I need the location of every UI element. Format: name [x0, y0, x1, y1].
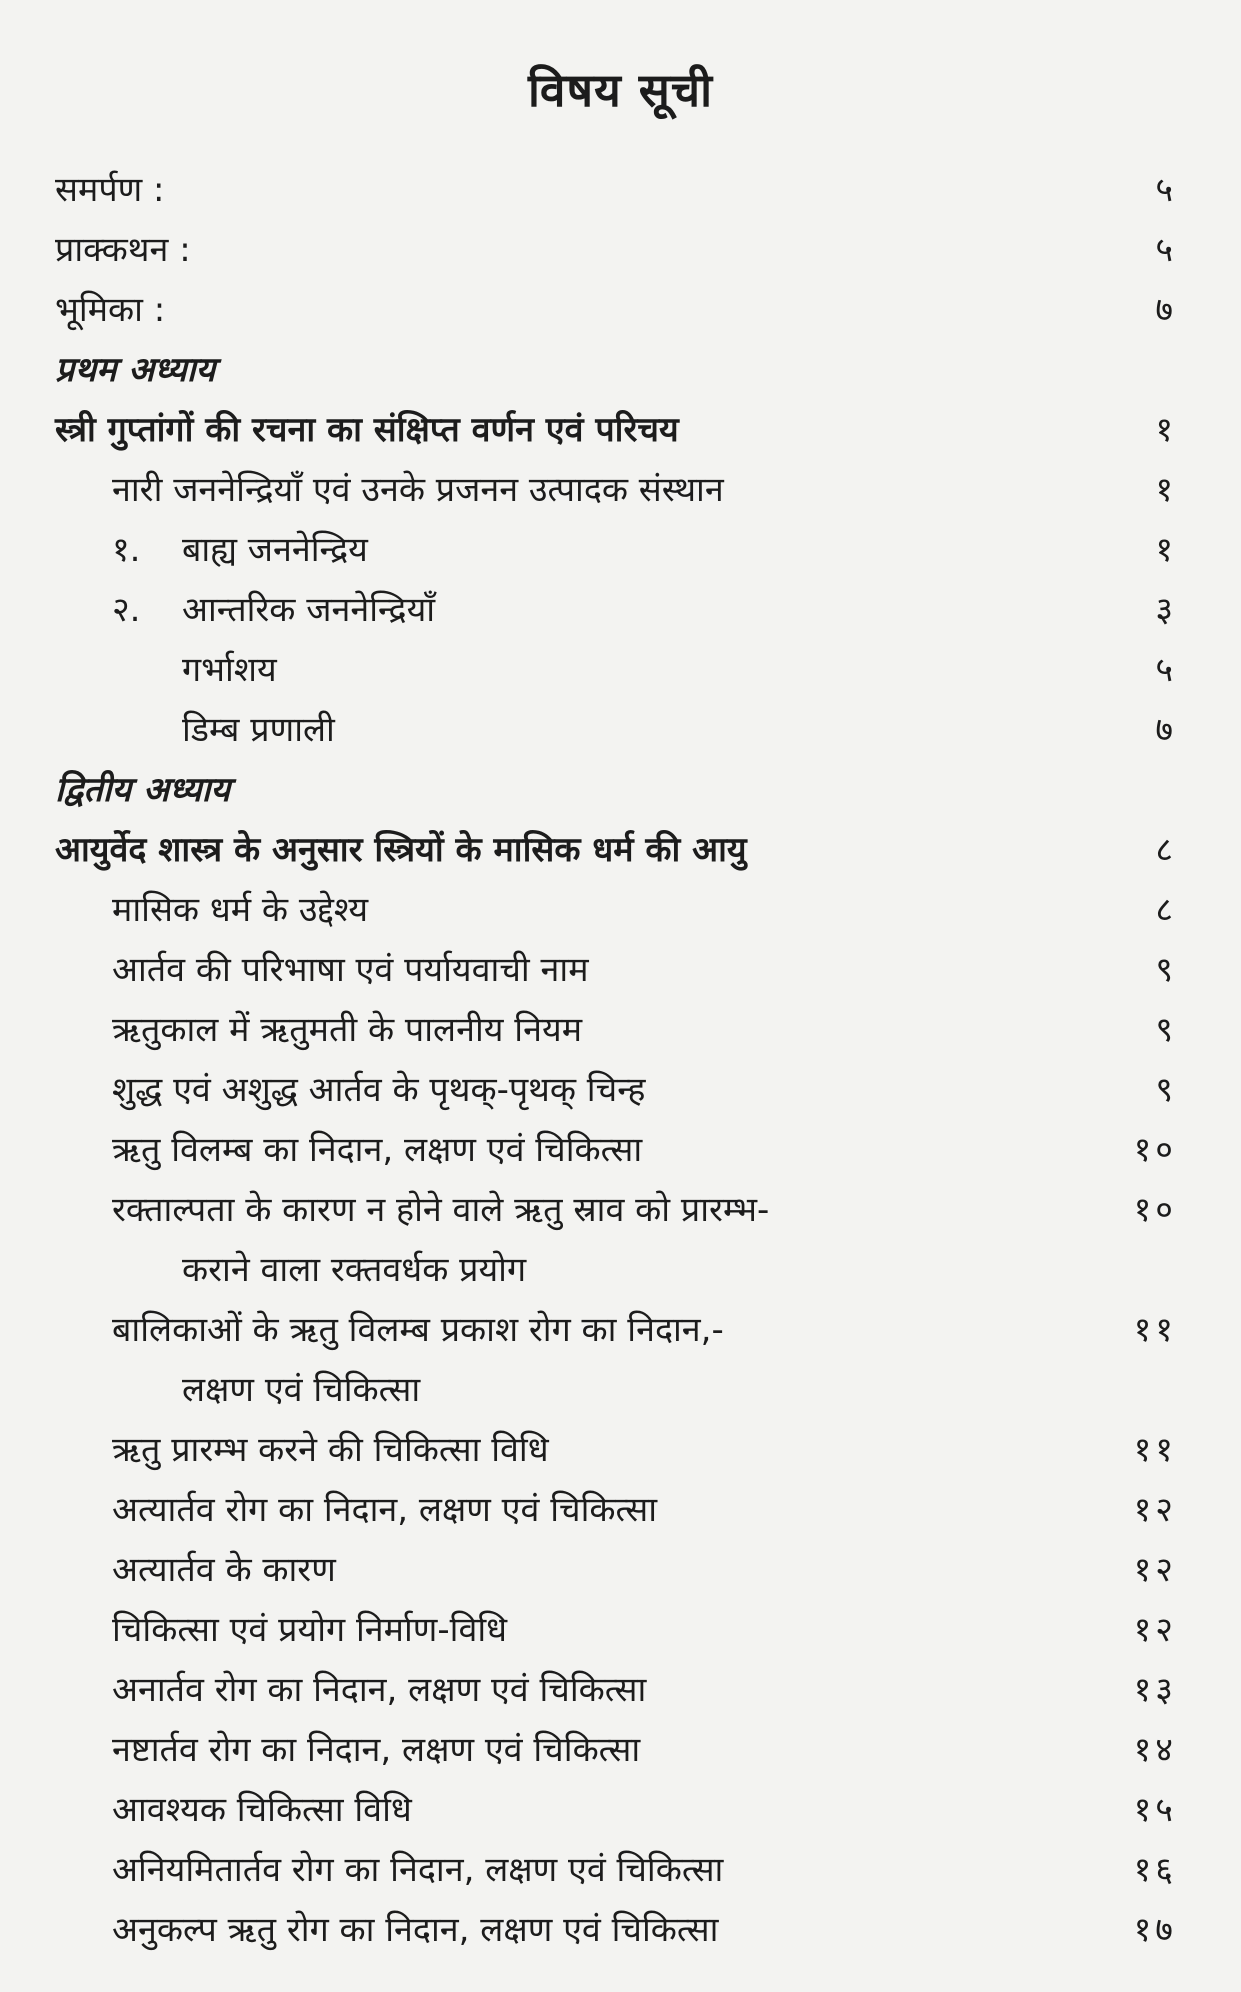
toc-entry-label: अत्यार्तव के कारण: [112, 1550, 336, 1590]
toc-entry-label: चिकित्सा एवं प्रयोग निर्माण-विधि: [112, 1610, 508, 1650]
toc-entry-label: ऋतु विलम्ब का निदान, लक्षण एवं चिकित्सा: [112, 1130, 643, 1170]
toc-entry-label: आवश्यक चिकित्सा विधि: [112, 1790, 412, 1830]
toc-entry-page: १७: [1133, 1910, 1177, 1950]
toc-entry-page: १२: [1133, 1610, 1177, 1650]
table-of-contents: [55, 160, 1185, 1960]
toc-entry-page: ७: [1155, 290, 1177, 330]
toc-entry-label: गर्भाशय: [182, 650, 277, 690]
chapter-heading: [55, 760, 1185, 820]
toc-entry-label: नारी जननेन्द्रियाँ एवं उनके प्रजनन उत्पादक संस्थान: [112, 470, 724, 510]
toc-entry-page: ७: [1155, 710, 1177, 750]
toc-entry-page: ११: [1133, 1310, 1177, 1350]
toc-entry: [55, 1060, 1185, 1120]
toc-entry-continuation: कराने वाला रक्तवर्धक प्रयोग: [182, 1250, 527, 1290]
toc-entry-page: ३: [1155, 590, 1177, 630]
toc-entry-continuation: लक्षण एवं चिकित्सा: [182, 1370, 421, 1410]
toc-entry-label: डिम्ब प्रणाली: [182, 710, 335, 750]
toc-entry-page: १०: [1133, 1190, 1177, 1230]
toc-entry-label: भूमिका :: [55, 290, 166, 330]
toc-entry-page: १४: [1133, 1730, 1177, 1770]
toc-entry-label: रक्ताल्पता के कारण न होने वाले ऋतु स्राव को प्रारम्भ-: [112, 1190, 770, 1230]
toc-entry-page: १२: [1133, 1490, 1177, 1530]
toc-entry-page: ११: [1133, 1430, 1177, 1470]
toc-entry-label: समर्पण :: [55, 170, 165, 210]
toc-entry-number: २.: [112, 590, 141, 630]
toc-entry-label: ऋतुकाल में ऋतुमती के पालनीय नियम: [112, 1010, 583, 1050]
toc-entry: [55, 1660, 1185, 1720]
toc-entry-page: ८: [1155, 830, 1177, 870]
toc-entry: [55, 1900, 1185, 1960]
toc-entry-label: आर्तव की परिभाषा एवं पर्यायवाची नाम: [112, 950, 589, 990]
chapter-title-label: आयुर्वेद शास्त्र के अनुसार स्त्रियों के मासिक धर्म की आयु: [55, 830, 747, 870]
toc-entry-page: १: [1155, 530, 1177, 570]
toc-entry: [55, 1180, 1185, 1300]
chapter-title-label: स्त्री गुप्तांगों की रचना का संक्षिप्त वर्णन एवं परिचय: [55, 410, 679, 450]
toc-entry-label: अत्यार्तव रोग का निदान, लक्षण एवं चिकित्सा: [112, 1490, 658, 1530]
toc-entry: [55, 220, 1185, 280]
toc-entry-page: ९: [1155, 1010, 1177, 1050]
toc-entry-label: बाह्य जननेन्द्रिय: [182, 530, 368, 570]
toc-entry-label: शुद्ध एवं अशुद्ध आर्तव के पृथक्-पृथक् चिन्ह: [112, 1070, 646, 1110]
toc-entry: [55, 1300, 1185, 1420]
toc-entry: [55, 520, 1185, 580]
toc-entry-label: अनियमितार्तव रोग का निदान, लक्षण एवं चिकित्सा: [112, 1850, 724, 1890]
toc-entry: [55, 1780, 1185, 1840]
chapter-heading-label: प्रथम अध्याय: [55, 350, 216, 390]
toc-entry-label: अनार्तव रोग का निदान, लक्षण एवं चिकित्सा: [112, 1670, 647, 1710]
toc-entry: [55, 1600, 1185, 1660]
toc-entry: [55, 1480, 1185, 1540]
toc-entry-label: बालिकाओं के ऋतु विलम्ब प्रकाश रोग का निदान,-: [112, 1310, 724, 1350]
toc-entry-page: ८: [1155, 890, 1177, 930]
toc-entry-label: नष्टार्तव रोग का निदान, लक्षण एवं चिकित्सा: [112, 1730, 641, 1770]
toc-entry-page: ९: [1155, 950, 1177, 990]
toc-entry: [55, 1000, 1185, 1060]
toc-entry: [55, 700, 1185, 760]
toc-entry-label: ऋतु प्रारम्भ करने की चिकित्सा विधि: [112, 1430, 549, 1470]
toc-entry: [55, 280, 1185, 340]
chapter-heading: [55, 340, 1185, 400]
toc-entry: [55, 1540, 1185, 1600]
page-title: विषय सूची: [528, 63, 713, 117]
toc-entry-page: १२: [1133, 1550, 1177, 1590]
toc-entry-page: ९: [1155, 1070, 1177, 1110]
toc-entry: [55, 160, 1185, 220]
chapter-heading-label: द्वितीय अध्याय: [55, 770, 231, 810]
toc-entry: [55, 580, 1185, 640]
toc-entry-page: ५: [1155, 230, 1177, 270]
toc-entry-page: १३: [1133, 1670, 1177, 1710]
toc-entry-label: मासिक धर्म के उद्देश्य: [112, 890, 369, 930]
toc-entry: [55, 880, 1185, 940]
toc-entry: [55, 940, 1185, 1000]
toc-entry: [55, 1840, 1185, 1900]
toc-entry-page: ५: [1155, 170, 1177, 210]
toc-entry-page: १: [1155, 410, 1177, 450]
chapter-title-entry: [55, 820, 1185, 880]
toc-entry-page: १०: [1133, 1130, 1177, 1170]
toc-entry-label: अनुकल्प ऋतु रोग का निदान, लक्षण एवं चिकित्सा: [112, 1910, 719, 1950]
toc-entry: [55, 640, 1185, 700]
toc-entry: [55, 460, 1185, 520]
toc-entry-page: १६: [1133, 1850, 1177, 1890]
toc-entry-number: १.: [112, 530, 141, 570]
toc-entry-page: १५: [1133, 1790, 1177, 1830]
toc-entry: [55, 1720, 1185, 1780]
toc-entry: [55, 1420, 1185, 1480]
toc-entry: [55, 1120, 1185, 1180]
toc-entry-label: प्राक्कथन :: [55, 230, 191, 270]
toc-entry-label: आन्तरिक जननेन्द्रियाँ: [182, 590, 436, 630]
toc-entry-page: ५: [1155, 650, 1177, 690]
chapter-title-entry: [55, 400, 1185, 460]
toc-entry-page: १: [1155, 470, 1177, 510]
